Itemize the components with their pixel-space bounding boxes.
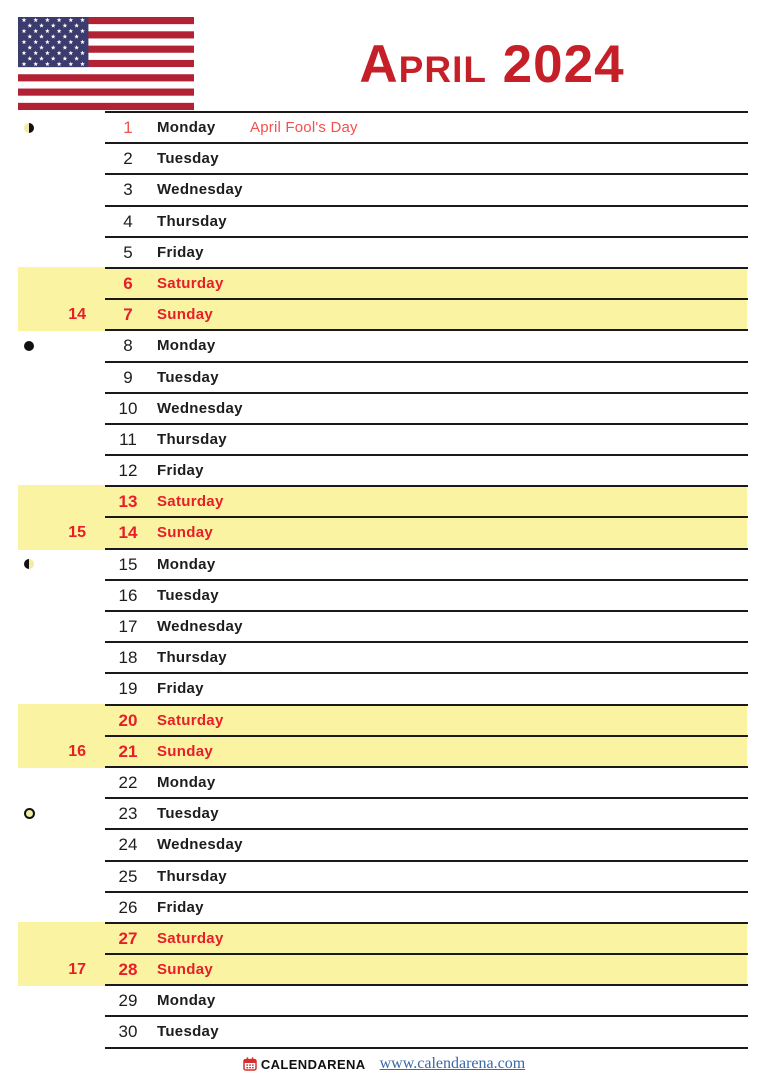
day-number: 29 xyxy=(118,991,138,1011)
calendar-row xyxy=(0,642,768,673)
day-number: 21 xyxy=(118,741,138,761)
calendar-row xyxy=(0,705,768,736)
calendar-row xyxy=(0,112,768,143)
day-number: 17 xyxy=(118,617,138,636)
day-number: 15 xyxy=(118,554,138,574)
calendar-row xyxy=(0,486,768,517)
day-name: Sunday xyxy=(157,742,213,760)
day-number: 6 xyxy=(123,273,133,293)
calendar-row xyxy=(0,174,768,205)
day-number: 18 xyxy=(118,648,138,668)
day-name: Friday xyxy=(157,243,204,261)
day-name: Saturday xyxy=(157,493,224,511)
day-name: Monday xyxy=(157,773,216,791)
calendar-row xyxy=(0,455,768,486)
brand-name: CALENDARENA xyxy=(260,1056,366,1072)
day-name: Monday xyxy=(157,337,216,355)
week-number: 15 xyxy=(68,524,86,542)
day-number: 30 xyxy=(118,1022,138,1042)
calendar-row xyxy=(0,362,768,393)
new-moon-icon xyxy=(24,341,34,351)
day-name: Friday xyxy=(157,680,204,698)
last-quarter-moon-icon xyxy=(24,123,34,133)
calendar-row xyxy=(0,829,768,860)
day-name: Monday xyxy=(157,555,216,573)
day-number: 13 xyxy=(118,492,138,512)
day-name: Thursday xyxy=(157,212,227,230)
week-number: 14 xyxy=(68,306,86,324)
calendar xyxy=(0,112,768,1048)
calendar-row xyxy=(0,237,768,268)
day-name: Sunday xyxy=(157,524,213,542)
day-name: Tuesday xyxy=(157,586,219,604)
day-number: 12 xyxy=(118,461,138,481)
day-name: Tuesday xyxy=(157,150,219,168)
day-name: Monday xyxy=(157,992,216,1010)
day-number: 14 xyxy=(118,523,138,543)
day-name: Friday xyxy=(157,462,204,480)
day-name: Saturday xyxy=(157,711,224,729)
day-name: Saturday xyxy=(157,929,224,947)
day-number: 26 xyxy=(118,897,138,917)
calendar-row xyxy=(0,798,768,829)
day-name: Thursday xyxy=(157,867,227,885)
calendar-row xyxy=(0,923,768,954)
calendar-row xyxy=(0,206,768,237)
calendar-row xyxy=(0,143,768,174)
day-name: Wednesday xyxy=(157,618,243,635)
day-name: Tuesday xyxy=(157,368,219,386)
brand xyxy=(243,1057,366,1072)
calendar-row xyxy=(0,1016,768,1047)
calendar-row xyxy=(0,767,768,798)
day-number: 1 xyxy=(123,118,133,137)
calendar-row xyxy=(0,393,768,424)
calendar-row xyxy=(0,549,768,580)
week-number: 17 xyxy=(68,961,86,979)
day-number: 19 xyxy=(118,679,138,699)
day-name: Wednesday xyxy=(157,836,243,854)
day-name: Monday xyxy=(157,119,216,136)
day-number: 7 xyxy=(123,305,133,325)
calendar-row xyxy=(0,424,768,455)
calendar-icon xyxy=(243,1057,257,1071)
day-name: Tuesday xyxy=(157,805,219,823)
day-number: 22 xyxy=(118,772,138,792)
day-number: 23 xyxy=(118,804,138,824)
calendar-row xyxy=(0,954,768,985)
day-number: 10 xyxy=(118,398,138,418)
day-number: 3 xyxy=(123,180,133,200)
website-link[interactable]: www.calendarena.com xyxy=(379,1055,526,1072)
day-number: 9 xyxy=(123,367,133,387)
calendar-row xyxy=(0,673,768,704)
day-number: 8 xyxy=(123,336,133,356)
day-name: Wednesday xyxy=(157,399,243,417)
day-number: 27 xyxy=(118,928,138,948)
calendar-row xyxy=(0,985,768,1016)
first-quarter-moon-icon xyxy=(24,559,34,569)
day-number: 28 xyxy=(118,960,138,980)
day-name: Wednesday xyxy=(157,181,243,199)
day-number: 4 xyxy=(123,211,133,231)
day-name: Sunday xyxy=(157,306,213,324)
day-name: Thursday xyxy=(157,649,227,667)
us-flag-icon xyxy=(18,17,194,110)
page-title: April 2024 xyxy=(359,35,625,94)
day-number: 20 xyxy=(118,710,138,730)
calendar-row xyxy=(0,892,768,923)
calendar-row xyxy=(0,330,768,361)
day-number: 11 xyxy=(119,429,137,449)
calendar-row xyxy=(0,268,768,299)
week-number: 16 xyxy=(68,742,86,760)
full-moon-icon xyxy=(24,808,35,819)
day-name: Sunday xyxy=(157,961,213,979)
holiday-note: April Fool's Day xyxy=(250,119,358,136)
calendar-row xyxy=(0,736,768,767)
day-name: Saturday xyxy=(157,274,224,292)
calendar-row xyxy=(0,580,768,611)
calendar-row xyxy=(0,517,768,548)
day-number: 2 xyxy=(123,149,133,169)
day-number: 25 xyxy=(118,866,138,886)
day-number: 5 xyxy=(123,242,133,262)
calendar-row xyxy=(0,861,768,892)
day-name: Thursday xyxy=(157,430,227,448)
day-number: 16 xyxy=(118,585,138,605)
day-name: Tuesday xyxy=(157,1023,219,1041)
day-number: 24 xyxy=(118,835,138,855)
footer xyxy=(0,1051,768,1077)
day-name: Friday xyxy=(157,898,204,916)
calendar-row xyxy=(0,611,768,642)
calendar-row xyxy=(0,299,768,330)
